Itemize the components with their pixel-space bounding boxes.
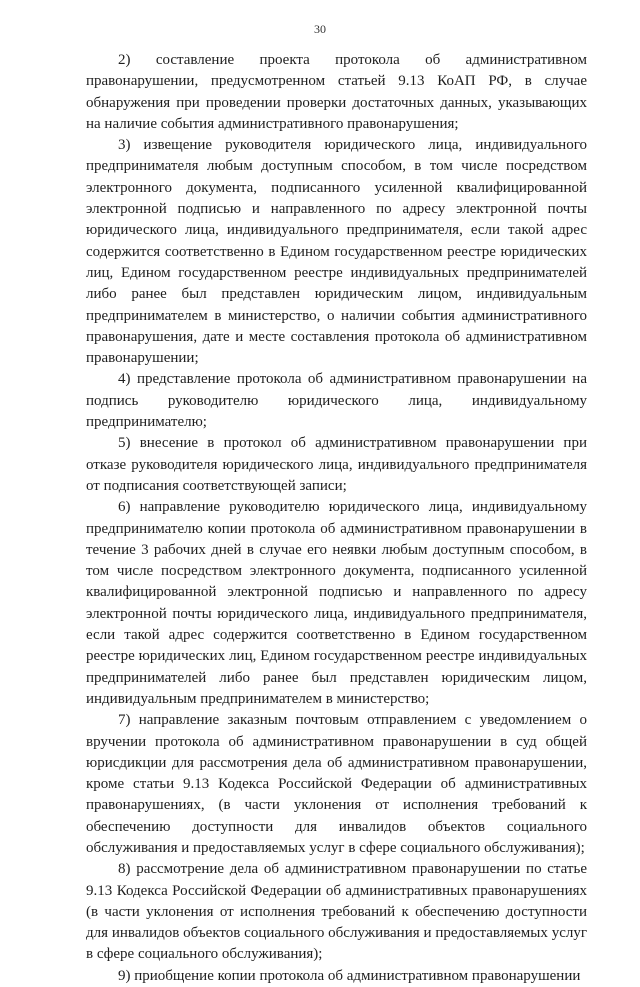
page-number: 30 <box>314 22 326 36</box>
paragraph-item-2: 2) составление проекта протокола об административном правонарушении, предусмотренном статьей 9.13 КоАП РФ, в случае обнаружения при проведении проверки достаточных данных, указывающих на наличие события административного правонарушения; <box>86 52 587 132</box>
paragraph-item-4: 4) представление протокола об административном правонарушении на подпись руководителю юридического лица, индивидуальному предпринимателю; <box>86 371 587 431</box>
paragraph-item-5: 5) внесение в протокол об административном правонарушении при отказе руководителя юридического лица, индивидуального предпринимателя от подписания соответствующей записи; <box>86 435 587 494</box>
paragraph-item-7: 7) направление заказным почтовым отправлением с уведомлением о вручении протокола об административном правонарушении в суд общей юрисдикции для рассмотрения дела об административном правонарушении, кроме статьи 9.13 Кодекса Российской Федерации об административных правонарушениях, (в части уклонения от исполнения требований к обеспечению доступности для инвалидов объектов социального обслуживания и предоставляемых услуг в сфере социального обслуживания); <box>86 712 587 856</box>
paragraph-item-3: 3) извещение руководителя юридического лица, индивидуального предпринимателя любым доступным способом, в том числе посредством электронного документа, подписанного усиленной квалифицированной электронной подписью и направленного по адресу электронной почты юридического лица, индивидуального предпринимателя, если такой адрес содержится соответственно в Едином государственном реестре юридических лиц, Едином государственном реестре индивидуальных предпринимателей либо ранее был представлен юридическим лицом, индивидуальным предпринимателем в министерство, о наличии события административного правонарушения, дате и месте составления протокола об административном правонарушении; <box>86 137 587 367</box>
paragraph-item-6: 6) направление руководителю юридического лица, индивидуальному предпринимателю копии протокола об административном правонарушении в течение 3 рабочих дней в случае его неявки любым доступным способом, в том числе посредством электронного документа, подписанного усиленной квалифицированной электронной подписью и направленного по адресу электронной почты юридического лица, индивидуального предпринимателя, если такой адрес содержится соответственно в Едином государственном реестре юридических лиц, Едином государственном реестре индивидуальных предпринимателей либо ранее был представлен юридическим лицом, индивидуальным предпринимателем в министерство; <box>86 499 587 707</box>
paragraph-item-9: 9) приобщение копии протокола об административном правонарушении <box>118 967 581 984</box>
paragraph-item-8: 8) рассмотрение дела об административном правонарушении по статье 9.13 Кодекса Российской Федерации об административных правонарушениях (в части уклонения от исполнения требований к обеспечению доступности для инвалидов объектов социального обслуживания и предоставляемых услуг в сфере социального обслуживания); <box>86 861 587 963</box>
document-body <box>86 50 587 987</box>
